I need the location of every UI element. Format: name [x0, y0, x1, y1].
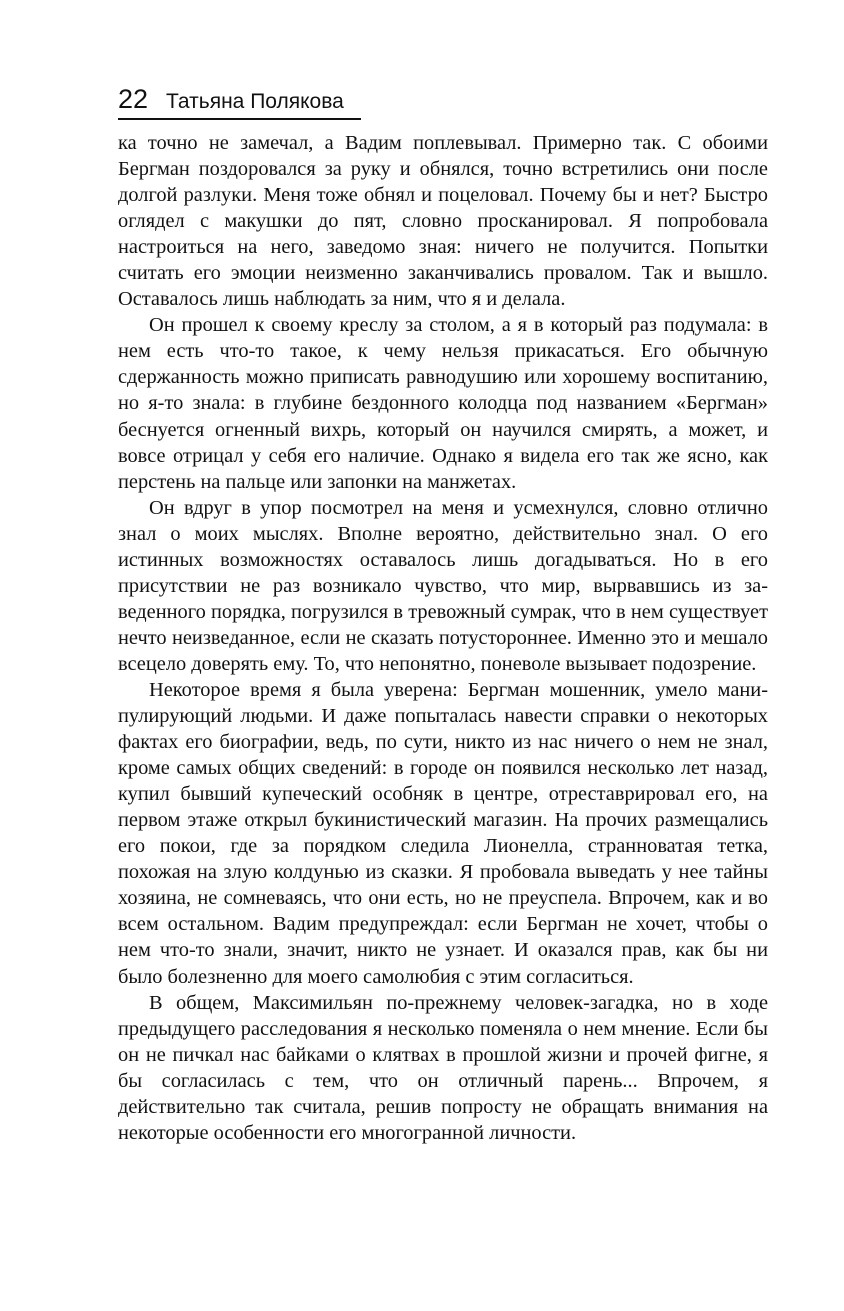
paragraph: Он прошел к своему креслу за столом, а я в который раз подумала: в нем есть что-то такое, к чему нельзя прикасаться. Его обычную сдержанность можно приписать равнодушию или хорошему воспитанию, но я-то знала: в глубине бездонного колодца под названием «Бергман» беснуется огненный вихрь, который он научился смирять, а может, и вовсе отрицал у себя его наличие. Однако я видела его так же ясно, как перстень на пальце или запонки на манжетах. — [118, 314, 768, 493]
running-title: Татьяна Полякова — [166, 90, 344, 113]
page-number: 22 — [118, 84, 149, 114]
paragraph: Некоторое время я была уверена: Бергман мошенник, умело манипулирующий людьми. И даже попыталась навести справки о некоторых фактах его биографии, ведь, по сути, никто из нас ничего о нем не знал, кроме самых общих сведений: в городе он появился несколько лет назад, купил бывший купеческий особняк в центре, отреставрировал его, на первом этаже открыл букинистический магазин. На прочих размещались его покои, где за порядком следила Лионелла, странноватая тетка, похожая на злую колдунью из сказки. Я пробовала выведать у нее тайны хозяина, не сомневаясь, что они есть, но не преуспела. Впрочем, как и во всем остальном. Вадим предупреждал: если Бергман не хочет, чтобы о нем что-то знали, значит, никто не узнает. И оказался прав, как бы ни было болезненно для моего самолюбия с этим согласиться. — [118, 678, 768, 988]
book-page — [118, 84, 768, 1146]
header-rule — [118, 118, 361, 120]
body-text — [118, 130, 768, 1146]
paragraph: Он вдруг в упор посмотрел на меня и усмехнулся, словно отлично знал о моих мыслях. Вполне вероятно, действительно знал. О его истинных возможностях оставалось лишь догадываться. Но в его присутствии не раз возникало чувство, что мир, вырвавшись из заведенного порядка, погрузился в тревожный сумрак, что в нем существует нечто неизведанное, если не сказать потустороннее. Именно это и мешало всецело доверять ему. То, что непонятно, поневоле вызывает подозрение. — [118, 496, 768, 675]
paragraph: В общем, Максимильян по-прежнему человек-загадка, но в ходе предыдущего расследования я несколько поменяла о нем мнение. Если бы он не пичкал нас байками о клятвах в прошлой жизни и прочей фигне, я бы согласилась с тем, что он отличный парень... Впрочем, я действительно так считала, решив попросту не обращать внимания на некоторые особенности его многогранной личности. — [118, 991, 768, 1144]
paragraph: ка точно не замечал, а Вадим поплевывал. Примерно так. С обоими Бергман поздоровался за руку и обнялся, точно встретились они после долгой разлуки. Меня тоже обнял и поцеловал. Почему бы и нет? Быстро оглядел с макушки до пят, словно просканировал. Я попробовала настроиться на него, заведомо зная: ничего не получится. Попытки считать его эмоции неизменно заканчивались провалом. Так и вышло. Оставалось лишь наблюдать за ним, что я и делала. — [118, 132, 768, 311]
